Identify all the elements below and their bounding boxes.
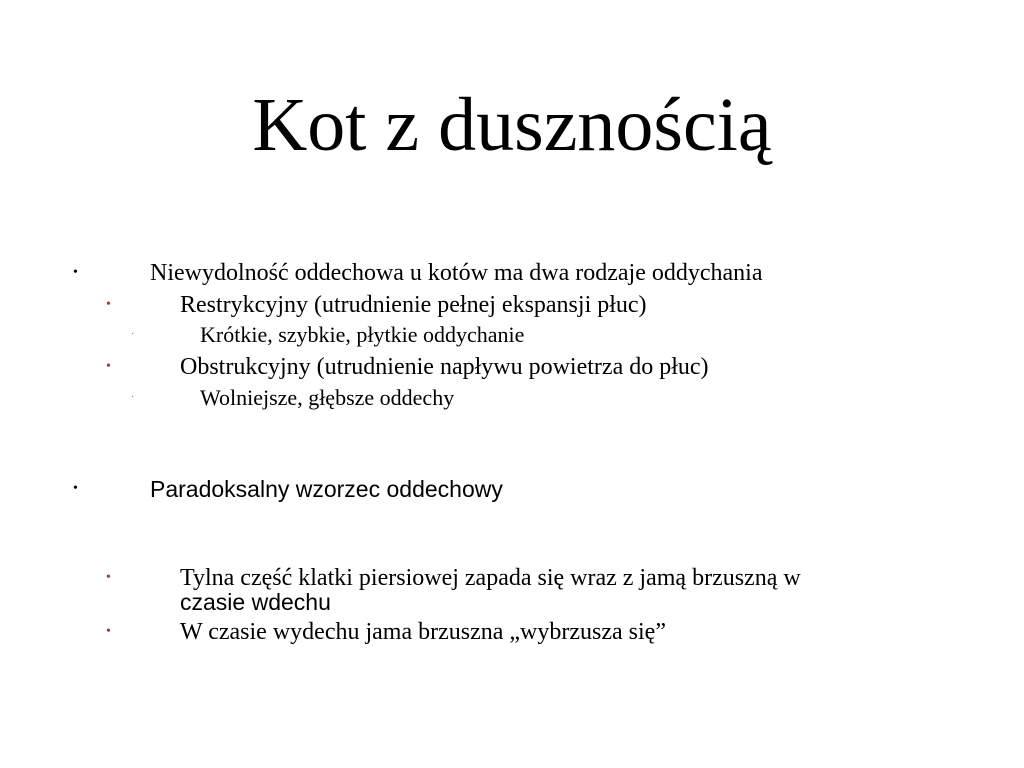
list-item-continuation: czasie wdechu xyxy=(180,589,331,615)
bullet-level2: • xyxy=(106,359,111,374)
list-item: W czasie wydechu jama brzuszna „wybrzusza się” xyxy=(180,619,666,645)
bullet-level3: · xyxy=(131,392,135,403)
slide-title: Kot z dusznością xyxy=(252,83,772,167)
list-item: Obstrukcyjny (utrudnienie napływu powietrza do płuc) xyxy=(180,354,709,380)
bullet-level1: • xyxy=(73,481,78,496)
list-item: Paradoksalny wzorzec oddechowy xyxy=(150,476,503,502)
bullet-level2: • xyxy=(106,624,111,639)
list-item: Restrykcyjny (utrudnienie pełnej ekspansji płuc) xyxy=(180,292,647,318)
bullet-level3: · xyxy=(131,329,135,340)
list-item: Niewydolność oddechowa u kotów ma dwa rodzaje oddychania xyxy=(150,260,763,286)
bullet-level2: • xyxy=(106,297,111,312)
list-item: Tylna część klatki piersiowej zapada się wraz z jamą brzuszną w xyxy=(180,565,801,591)
list-item: Krótkie, szybkie, płytkie oddychanie xyxy=(200,322,525,347)
list-item: Wolniejsze, głębsze oddechy xyxy=(200,385,455,410)
bullet-level1: • xyxy=(73,265,78,280)
bullet-level2: • xyxy=(106,570,111,585)
